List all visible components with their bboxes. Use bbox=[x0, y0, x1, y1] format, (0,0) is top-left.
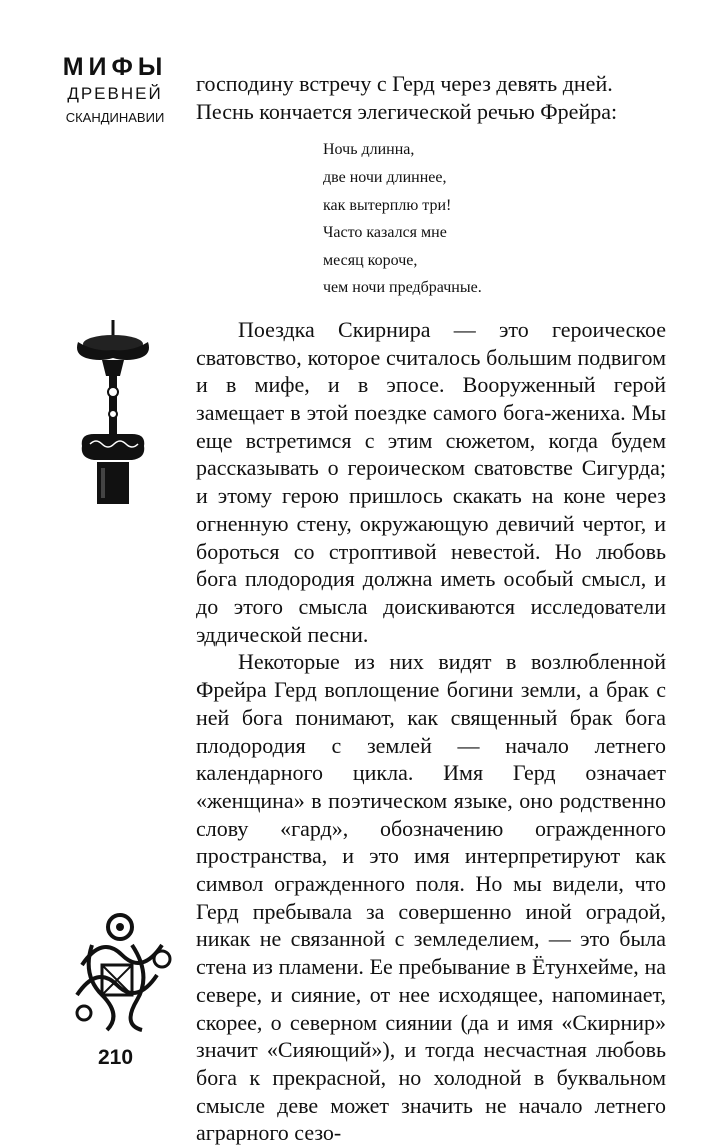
intro-line-1: господину встречу с Герд через девять дней. bbox=[196, 71, 613, 96]
poem-line: две ночи длиннее, bbox=[323, 169, 447, 186]
running-head-subtitle-1: ДРЕВНЕЙ bbox=[67, 84, 163, 103]
running-head-title: МИФЫ bbox=[62, 53, 168, 81]
running-head-subtitle-2: СКАНДИНАВИИ bbox=[65, 110, 165, 125]
poem-line: как вытерплю три! bbox=[323, 196, 452, 214]
main-text bbox=[196, 70, 666, 1147]
paragraph-2: Некоторые из них видят в возлюбленной Фрейра Герд воплощение богини земли, а брак с ней бога понимают, как священный брак бога плодородия с землей — начало летнего календарного цикла. Имя Герд означает «женщина» в поэтическом языке, оно родственно слову «гард», обозначению огражденного пространства, и это имя интерпретируют как символ огражденного поля. Но мы видели, что Герд пребывала за совершенно иной оградой, никак не связанной с земледелием, — это была стена из пламени. Ее пребывание в Ётунхейме, на севере, и сияние, от нее исходящее, напоминает, скорее, о северном сиянии (да и имя «Скирнир» значит «Сияющий»), и тогда несчастная любовь бога к прекрасной, но холодной в буквальном смысле деве может значить не начало летнего аграрного сезо- bbox=[196, 649, 666, 1146]
poem-line: чем ночи предбрачные. bbox=[323, 279, 482, 297]
running-head bbox=[60, 52, 170, 130]
poem-line: Ночь длинна, bbox=[323, 141, 415, 159]
interlace-ornament-icon bbox=[62, 905, 182, 1035]
poem-line: Часто казался мне bbox=[323, 224, 447, 242]
poem-block bbox=[323, 136, 666, 302]
intro-line-2: Песнь кончается элегической речью Фрейра: bbox=[196, 98, 618, 124]
paragraph-1: Поездка Скирнира — это героическое сватовство, которое считалось большим подвигом и в мифе, и в эпосе. Вооруженный герой замещает в этой поездке самого бога-жениха. Мы еще встретимся с этим сюжетом, когда будем рассказывать о героическом сватовстве Сигурда; и этому герою пришлось скакать на коне через огненную стену, окружающую девичий чертог, и бороться со строптивой невестой. Но любовь бога плодородия должна иметь особый смысл, и до этого смысла доискиваются исследователи эддической песни. bbox=[196, 316, 666, 647]
poem-line: месяц короче, bbox=[323, 251, 418, 269]
column-ornament-icon bbox=[72, 318, 154, 508]
page-number: 210 bbox=[98, 1046, 134, 1069]
